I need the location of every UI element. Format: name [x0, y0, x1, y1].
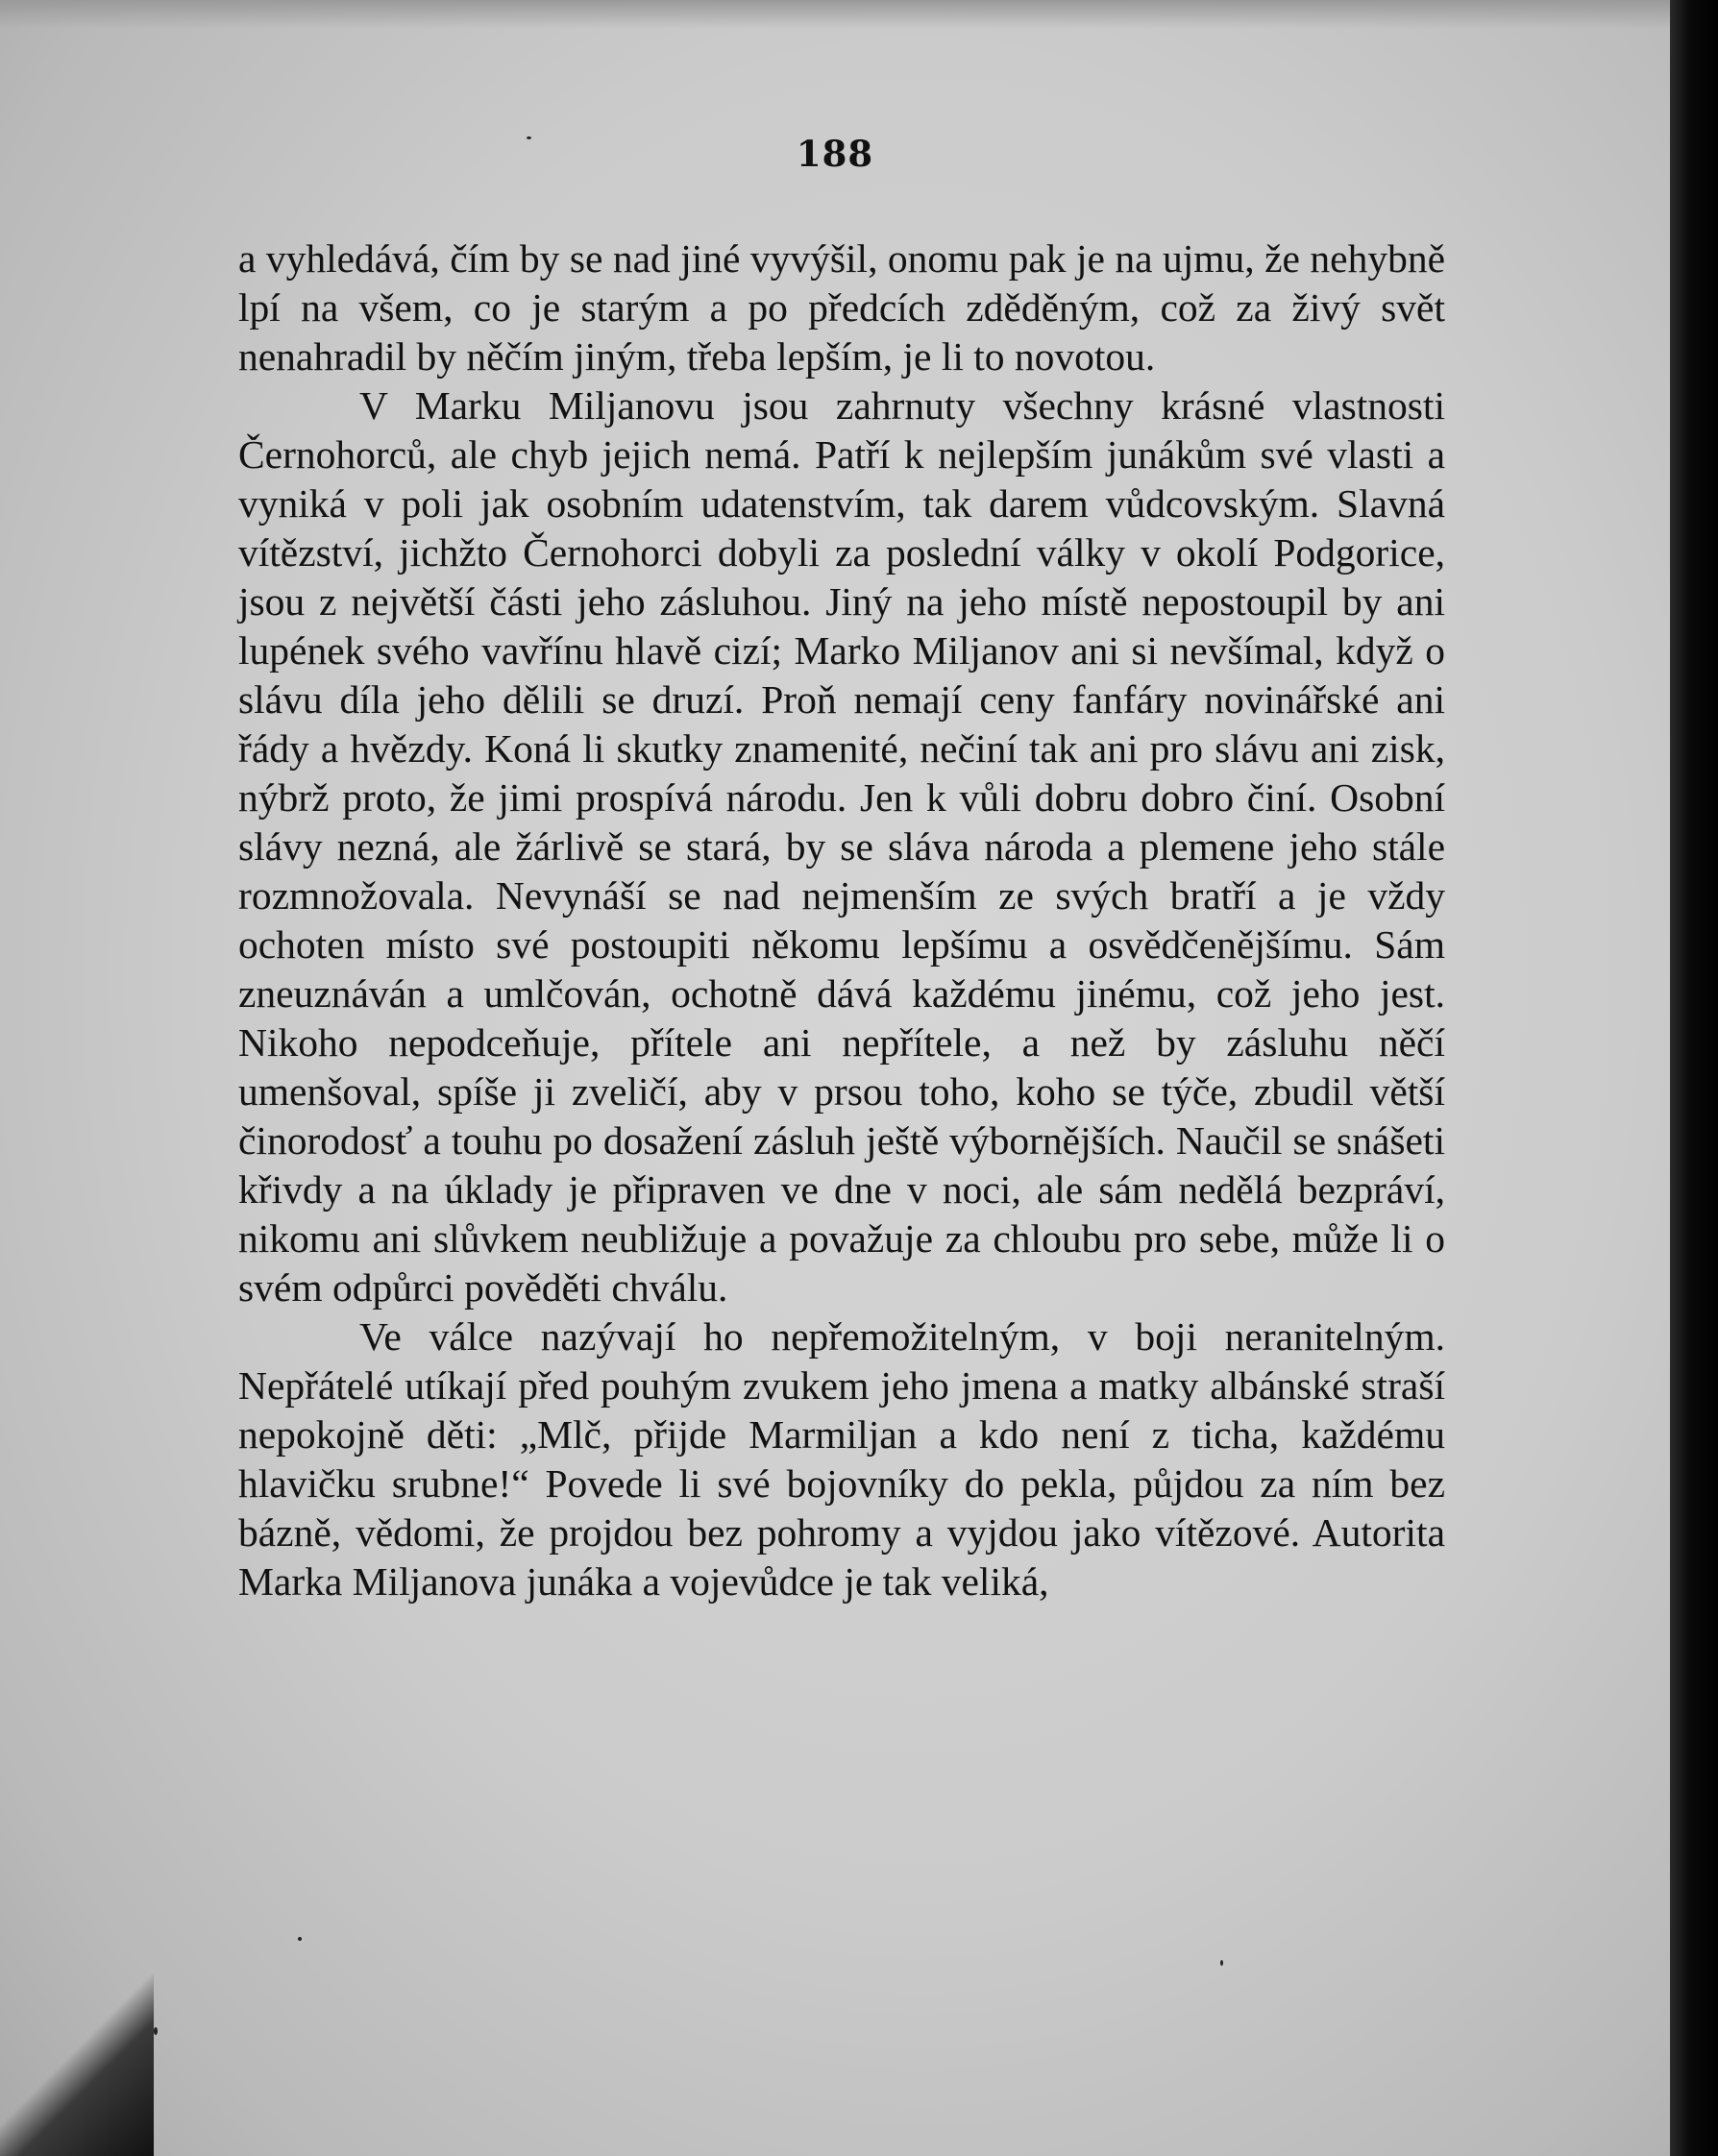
body-text [238, 234, 1445, 1606]
ink-speck [1220, 1960, 1223, 1966]
top-edge-shadow [0, 0, 1670, 29]
page-number: 188 [796, 133, 874, 175]
paragraph: Ve válce nazývají ho nepřemožitelným, v boji neranitelným. Nepřátelé utíkají před pouhým zvukem jeho jmena a matky albánské straší nepokojně děti: „Mlč, přijde Marmiljan a kdo není z ticha, každému hlavičku srubne!“ Povede li své bojovníky do pekla, půjdou za ním bez bázně, vědomi, že projdou bez pohromy a vyjdou jako vítězové. Autorita Marka Miljanova junáka a vojevůdce je tak veliká, [238, 1314, 1445, 1604]
binding-edge [1670, 0, 1718, 2156]
ink-speck [298, 1937, 302, 1941]
page-corner-shadow [0, 1973, 154, 2156]
paragraph: V Marku Miljanovu jsou zahrnuty všechny krásné vlastnosti Černohorců, ale chyb jejich nemá. Patří k nejlepším junákům své vlasti a vyniká v poli jak osobním udatenstvím, tak darem vůdcovským. Slavná vítězství, jichžto Černohorci dobyli za poslední války v okolí Podgorice, jsou z největší části jeho zásluhou. Jiný na jeho místě nepostoupil by ani lupének svého vavřínu hlavě cizí; Marko Miljanov ani si nevšímal, když o slávu díla jeho dělili se druzí. Proň nemají ceny fanfáry novinářské ani řády a hvězdy. Koná li skutky znamenité, nečiní tak ani pro slávu ani zisk, nýbrž proto, že jimi prospívá národu. Jen k vůli dobru dobro činí. Osobní slávy nezná, ale žárlivě se stará, by se sláva národa a plemene jeho stále rozmnožovala. Nevynáší se nad nejmenším ze svých bratří a je vždy ochoten místo své postoupiti někomu lepšímu a osvědčenějšímu. Sám zneuznáván a umlčován, ochotně dává každému jinému, což jeho jest. Nikoho nepodceňuje, přítele ani nepřítele, a než by zásluhu něčí umenšoval, spíše ji zveličí, aby v prsou toho, koho se týče, zbudil větší činorodosť a touhu po dosažení zásluh ještě výbornějších. Naučil se snášeti křivdy a na úklady je připraven ve dne v noci, ale sám nedělá bezpráví, nikomu ani slůvkem neubližuje a považuje za chloubu pro sebe, může li o svém odpůrci pověděti chválu. [238, 383, 1445, 1310]
ink-speck [154, 2027, 158, 2035]
paragraph: a vyhledává, čím by se nad jiné vyvýšil, onomu pak je na ujmu, že nehybně lpí na všem, co je starým a po předcích zděděným, což za živý svět nenahradil by něčím jiným, třeba lepším, je li to novotou. [238, 236, 1445, 379]
